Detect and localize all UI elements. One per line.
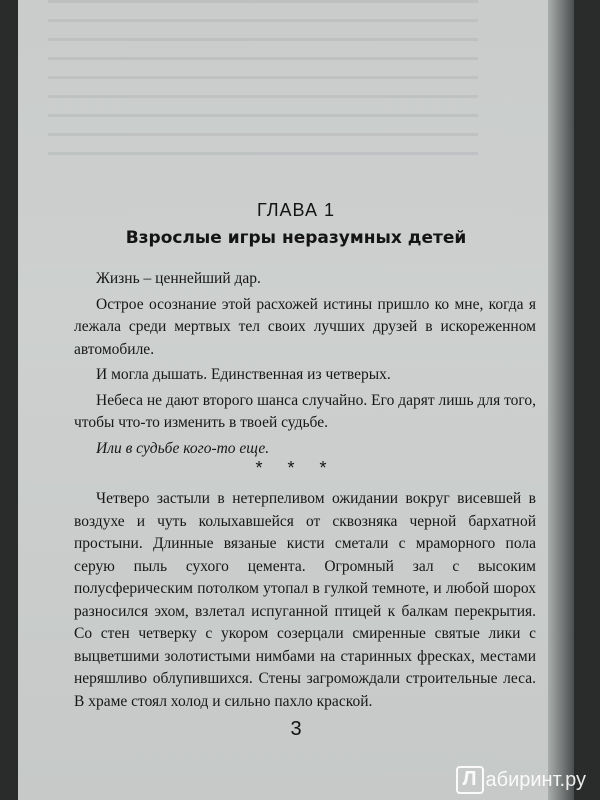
watermark [456, 766, 587, 794]
intro-paragraph-3: И могла дышать. Единственная из четверых. [96, 366, 391, 383]
show-through-text [48, 0, 478, 170]
book-page [18, 0, 574, 800]
intro-paragraph-1: Жизнь – ценнейший дар. [96, 270, 261, 287]
intro-paragraph-2: Острое осознание этой расхожей истины пришло ко мне, когда я лежала среди мертвых тел своих лучших друзей в искореженном автомобиле. [74, 295, 536, 358]
page-edge-shadow [548, 0, 574, 800]
watermark-text: абиринт.ру [485, 768, 586, 791]
page-number: 3 [290, 718, 302, 740]
chapter-label: ГЛАВА 1 [257, 200, 335, 220]
body-block [74, 488, 536, 713]
chapter-title: Взрослые игры неразумных детей [125, 228, 467, 248]
intro-italic-line: Или в судьбе кого-то еще. [96, 439, 270, 457]
section-separator: * * * [255, 458, 337, 478]
body-paragraph: Четверо застыли в нетерпеливом ожидании вокруг висевшей в воздухе и чуть колыхавшейся от сквозняка черной бархатной простыни. Длинные вязаные кисти сметали с мраморного пола серую пыль сухого цемента. Огромный зал с высоким полусферическим потолком утопал в гулкой темноте, и любой шорох разносился эхом, взлетал испуганной птицей к балкам перекрытия. Со стен четверку с укором созерцали смиренные святые лики с выцветшими золотистыми нимбами на старинных фресках, местами неряшливо облупившихся. Стены загромождали строительные леса. В храме стоял холод и сильно пахло краской. [74, 490, 536, 710]
labirint-logo-icon: Л [456, 766, 484, 794]
intro-block [74, 268, 536, 460]
intro-paragraph-4: Небеса не дают второго шанса случайно. Его дарят лишь для того, чтобы что-то изменить в твоей судьбе. [74, 391, 536, 431]
